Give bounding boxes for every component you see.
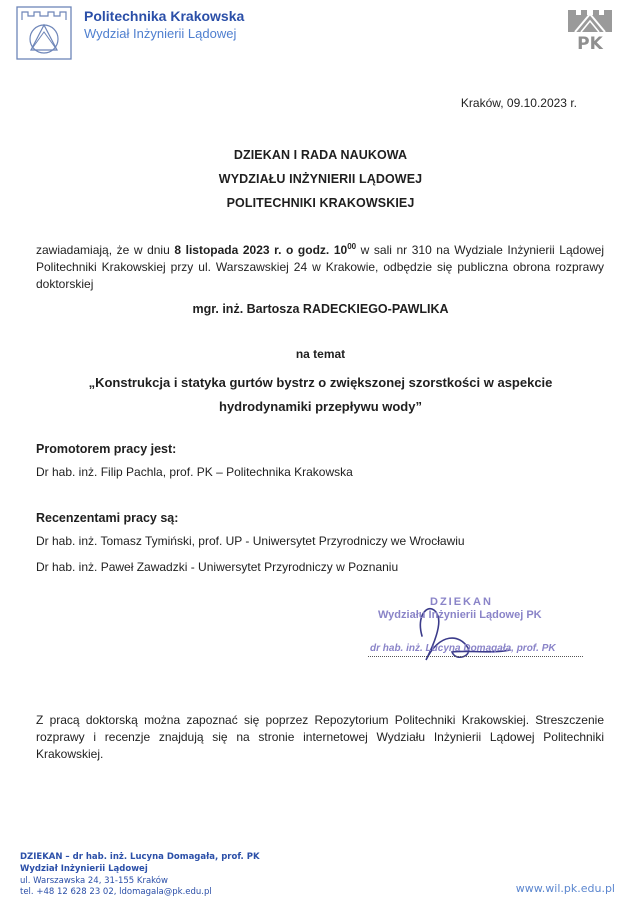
closing-note: Z pracą doktorską można zapoznać się poprzez Repozytorium Politechniki Krakowskiej. Streszczenie rozprawy i recenzje znajdują się na stronie internetowej Wydziału Inżynierii Lądowej Politechniki Krakowskiej. bbox=[36, 713, 604, 761]
stamp-faculty: Wydziału Inżynierii Lądowej PK bbox=[378, 609, 542, 621]
thesis-topic: „Konstrukcja i statyka gurtów bystrz o zwiększonej szorstkości w aspekcie hydrodynamiki przepływu wody” bbox=[88, 375, 553, 414]
promoter-person: Dr hab. inż. Filip Pachla, prof. PK – Politechnika Krakowska bbox=[36, 465, 353, 479]
stamp-name: dr hab. inż. Lucyna Domagała, prof. PK bbox=[370, 643, 556, 654]
university-name: Politechnika Krakowska bbox=[84, 8, 245, 24]
announcement-intro bbox=[36, 242, 604, 293]
topic-intro: na temat bbox=[295, 347, 346, 361]
defense-date-time: 8 listopada 2023 r. o godz. 10 bbox=[174, 243, 348, 257]
footer-address: ul. Warszawska 24, 31-155 Kraków bbox=[20, 876, 168, 886]
footer-dean: DZIEKAN – dr hab. inż. Lucyna Domagała, prof. PK bbox=[20, 852, 260, 862]
reviewer-person: Dr hab. inż. Tomasz Tymiński, prof. UP - Uniwersytet Przyrodniczy we Wrocławiu bbox=[36, 534, 465, 548]
reviewers-label: Recenzentami pracy są: bbox=[36, 511, 179, 525]
faculty-name: Wydział Inżynierii Lądowej bbox=[84, 26, 237, 41]
document-date: Kraków, 09.10.2023 r. bbox=[460, 96, 577, 110]
candidate-title: mgr. inż. bbox=[192, 302, 244, 316]
footer-faculty: Wydział Inżynierii Lądowej bbox=[20, 864, 148, 874]
pk-logo-text: PK bbox=[577, 34, 603, 52]
heading-line-1: DZIEKAN I RADA NAUKOWA bbox=[233, 148, 408, 162]
promoter-label: Promotorem pracy jest: bbox=[36, 442, 177, 456]
heading-line-3: POLITECHNIKI KRAKOWSKIEJ bbox=[226, 196, 415, 210]
university-emblem-logo bbox=[16, 6, 72, 60]
reviewer-person: Dr hab. inż. Paweł Zawadzki - Uniwersytet Przyrodniczy w Poznaniu bbox=[36, 560, 399, 574]
footer-contact: tel. +48 12 628 23 02, ldomagala@pk.edu.pl bbox=[20, 887, 212, 897]
stamp-title: DZIEKAN bbox=[430, 596, 493, 608]
pk-logo bbox=[565, 6, 615, 52]
intro-pre: zawiadamiają, że w dniu bbox=[36, 243, 175, 257]
signature-line bbox=[368, 650, 583, 657]
intro-post: w sali nr 310 na Wydziale Inżynierii Lądowej Politechniki Krakowskiej przy ul. Warszawskiej 24 w Krakowie, odbędzie się publiczna obrona rozprawy doktorskiej bbox=[36, 243, 604, 291]
candidate-name: Bartosza RADECKIEGO-PAWLIKA bbox=[246, 302, 449, 316]
defense-time-minutes: 00 bbox=[347, 242, 357, 251]
heading-line-2: WYDZIAŁU INŻYNIERII LĄDOWEJ bbox=[218, 172, 423, 186]
candidate bbox=[0, 302, 641, 316]
faculty-website-link[interactable]: www.wil.pk.edu.pl bbox=[515, 882, 615, 895]
